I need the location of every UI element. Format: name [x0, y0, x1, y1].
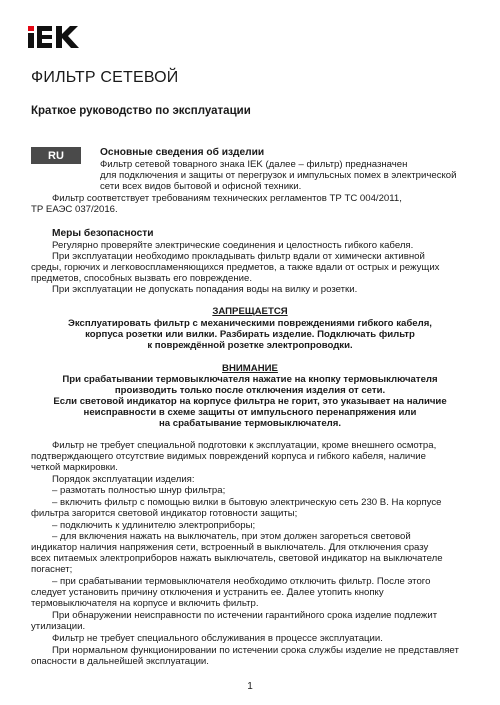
list-item: – для включения нажать на выключатель, при этом должен загореться световой — [52, 531, 411, 542]
paragraph-line: предметов, способных вызвать его повреждение. — [31, 273, 253, 284]
paragraph-line: Фильтр сетевой товарного знака IEK (далее – фильтр) предназначен — [100, 159, 408, 170]
paragraph-line: Фильтр не требует специальной подготовки к эксплуатации, кроме внешнего осмотра, — [52, 440, 437, 451]
paragraph-line: ТР ЕАЭС 037/2016. — [31, 204, 118, 215]
paragraph-line: При эксплуатации необходимо прокладывать фильтр вдали от химически активной — [52, 251, 425, 262]
paragraph-line: среды, горючих и легковоспламеняющихся предметов, а также вдали от острых и режущих — [31, 262, 440, 273]
warning-line: При срабатывании термовыключателя нажатие на кнопку термовыключателя — [62, 374, 438, 385]
paragraph-line: термовыключателя на корпусе и включить фильтр. — [31, 598, 259, 609]
warning-line: Если световой индикатор на корпусе фильтра не горит, это указывает на наличие — [53, 396, 447, 407]
paragraph-line: Регулярно проверяйте электрические соединения и целостность гибкого кабеля. — [52, 240, 414, 251]
warning-line: корпуса розетки или вилки. Разбирать изделие. Подключать фильтр — [85, 329, 415, 340]
section-heading-about: Основные сведения об изделии — [100, 147, 265, 158]
paragraph-line: При нормальном функционировании по истечении срока службы изделие не представляет — [52, 645, 459, 656]
list-item: – при срабатывании термовыключателя необходимо отключить фильтр. После этого — [52, 576, 431, 587]
paragraph-line: четкой маркировки. — [31, 462, 118, 473]
page-number: 1 — [247, 681, 253, 692]
paragraph-line: опасности в дальнейшей эксплуатации. — [31, 656, 209, 667]
section-heading-safety: Меры безопасности — [52, 228, 154, 239]
paragraph-line: При обнаружении неисправности по истечении гарантийного срока изделие подлежит — [52, 610, 438, 621]
paragraph-line: сети всех видов бытовой и офисной техники. — [100, 181, 302, 192]
paragraph-line: индикатор наличия напряжения сети, встроенный в выключатель. Для отключения сразу — [31, 542, 429, 553]
paragraph-line: Фильтр не требует специального обслуживания в процессе эксплуатации. — [52, 633, 383, 644]
language-badge: RU — [31, 147, 81, 164]
paragraph-line: Порядок эксплуатации изделия: — [52, 474, 195, 485]
warning-line: к повреждённой розетке электропроводки. — [147, 340, 353, 351]
paragraph-line: подтверждающего отсутствие видимых повреждений корпуса и гибкого кабеля, наличие — [31, 451, 426, 462]
paragraph-line: следует установить причину отключения и устранить ее. Далее утопить кнопку — [31, 587, 384, 598]
paragraph-line: всех питаемых электроприборов нажать выключатель, световой индикатор на выключателе — [31, 553, 443, 564]
forbidden-heading: ЗАПРЕЩАЕТСЯ — [212, 306, 288, 317]
warning-line: неисправности в схеме защиты от импульсного перенапряжения или — [83, 407, 417, 418]
document-title: ФИЛЬТР СЕТЕВОЙ — [31, 69, 179, 86]
list-item: – подключить к удлинителю электроприборы; — [52, 520, 256, 531]
iek-logo — [28, 26, 84, 48]
warning-line: производить только после отключения изделия от сети. — [114, 385, 386, 396]
list-item: – размотать полностью шнур фильтра; — [52, 485, 226, 496]
paragraph-line: для подключения и защиты от перегрузок и импульсных помех в электрической — [100, 170, 457, 181]
warning-line: на срабатывание термовыключателя. — [158, 418, 342, 429]
paragraph-line: Фильтр соответствует требованиям технических регламентов ТР ТС 004/2011, — [52, 193, 402, 204]
document-subtitle: Краткое руководство по эксплуатации — [31, 105, 251, 117]
paragraph-line: При эксплуатации не допускать попадания воды на вилку и розетки. — [52, 284, 358, 295]
paragraph-line: утилизации. — [31, 621, 86, 632]
attention-heading: ВНИМАНИЕ — [222, 363, 278, 374]
paragraph-line: фильтра загорится световой индикатор готовности защиты; — [31, 508, 298, 519]
list-item: – включить фильтр с помощью вилки в бытовую электрическую сеть 230 В. На корпусе — [52, 497, 442, 508]
warning-line: Эксплуатировать фильтр с механическими повреждениями гибкого кабеля, — [68, 318, 432, 329]
paragraph-line: погаснет; — [31, 564, 73, 575]
